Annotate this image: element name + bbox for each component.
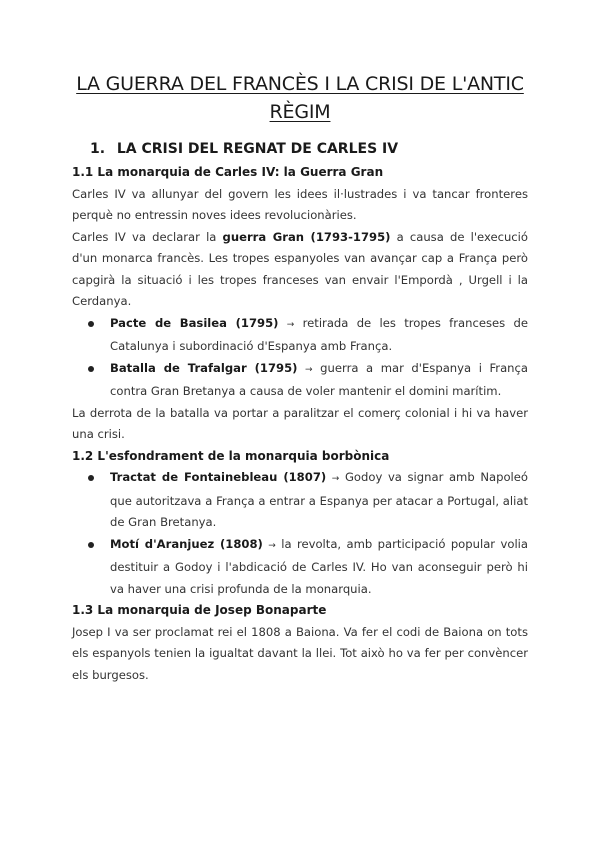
document-title: LA GUERRA DEL FRANCÈS I LA CRISI DE L'ANTIC RÈGIM <box>76 73 524 123</box>
list-item <box>72 534 528 601</box>
paragraph: La derrota de la batalla va portar a paralitzar el comerç colonial i hi va haver una crisi. <box>72 405 528 441</box>
bold-term: Tractat de Fontainebleau (1807) <box>110 470 327 484</box>
section-title: LA CRISI DEL REGNAT DE CARLES IV <box>116 141 399 157</box>
bold-term: Batalla de Trafalgar (1795) <box>110 360 298 375</box>
arrow-icon: → <box>305 364 313 375</box>
list-item <box>72 467 528 534</box>
arrow-icon: → <box>331 474 340 484</box>
paragraph-text: Carles IV va declarar la <box>72 229 223 244</box>
paragraph-text: a causa de l'execució d'un monarca francès. Les tropes espanyoles van avançar cap a França però capgirà la situació i les tropes franceses van envair l'Empordà , Urgell i la Cerdanya. <box>72 229 528 308</box>
list-item <box>72 313 528 358</box>
bullet-icon <box>88 321 94 327</box>
list-item-text: la revolta, amb participació popular volia destituir a Godoy i l'abdicació de Carles IV. Ho van aconseguir però hi va haver una crisi profunda de la monarquia. <box>110 536 528 596</box>
list-item-text: guerra a mar d'Espanya i França contra Gran Bretanya a causa de voler mantenir el domini marítim. <box>110 360 529 398</box>
subsection-heading-1-2: 1.2 L'esfondrament de la monarquia borbònica <box>72 448 390 463</box>
arrow-icon: → <box>286 319 295 330</box>
paragraph: Josep I va ser proclamat rei el 1808 a Baiona. Va fer el codi de Baiona on tots els espanyols tenien la igualtat davant la llei. Tot això ho va fer per convèncer els burgesos. <box>72 624 528 682</box>
bold-term: guerra Gran (1793-1795) <box>222 229 391 244</box>
subsection-heading-1-3: 1.3 La monarquia de Josep Bonaparte <box>72 603 327 617</box>
bullet-list <box>72 467 528 600</box>
paragraph <box>72 227 528 313</box>
list-item-text: Godoy va signar amb Napoleó que autoritzava a França a entrar a Espanya per atacar a Portugal, aliat de Gran Bretanya. <box>110 470 528 529</box>
list-item <box>72 358 528 403</box>
list-item-text: retirada de les tropes franceses de Catalunya i subordinació d'Espanya amb França. <box>110 315 528 353</box>
subsection-heading-1-1: 1.1 La monarquia de Carles IV: la Guerra Gran <box>72 165 384 179</box>
bold-term: Pacte de Basilea (1795) <box>110 315 279 330</box>
bullet-icon <box>88 475 94 481</box>
bold-term: Motí d'Aranjuez (1808) <box>110 536 263 551</box>
bullet-icon <box>88 366 94 372</box>
bullet-icon <box>88 542 94 548</box>
paragraph: Carles IV va allunyar del govern les idees il·lustrades i va tancar fronteres perquè no entressin noves idees revolucionàries. <box>72 186 528 222</box>
bullet-list <box>72 313 528 403</box>
arrow-icon: → <box>268 540 276 551</box>
section-number: 1. <box>90 141 106 157</box>
section-heading <box>90 138 528 160</box>
document-body <box>72 138 528 686</box>
